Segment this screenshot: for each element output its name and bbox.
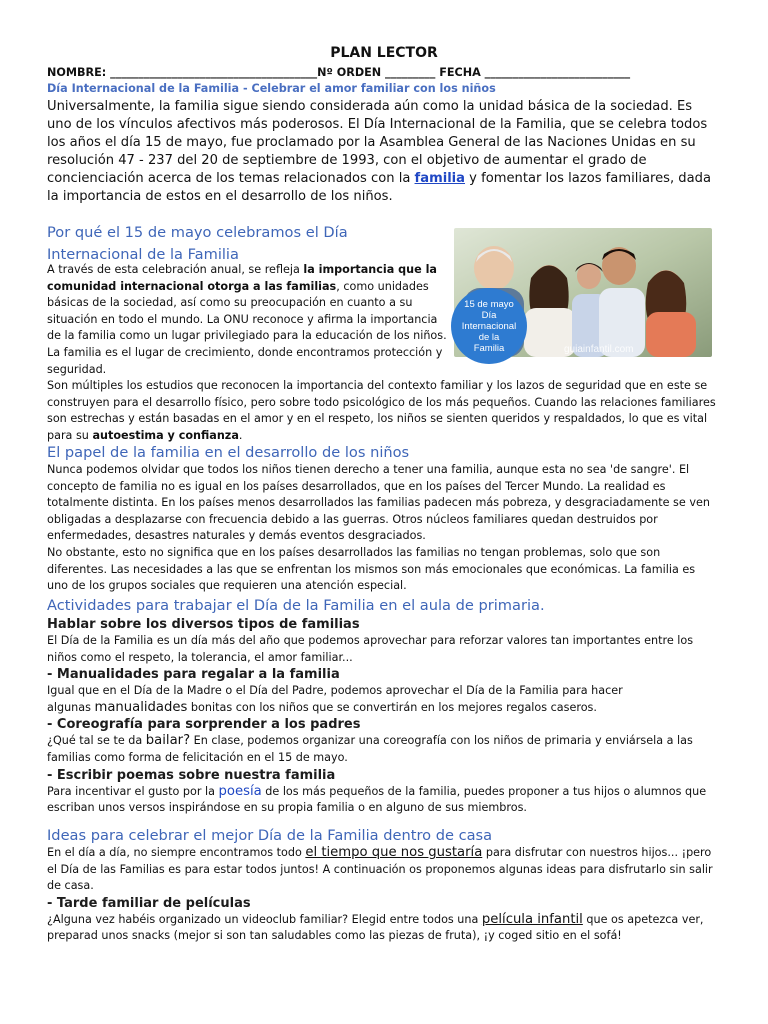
activities-list bbox=[47, 616, 719, 817]
badge-line-3: Internacional bbox=[461, 320, 517, 332]
idea-text-movies bbox=[47, 912, 719, 945]
badge-line-2: Día bbox=[481, 309, 497, 321]
activity-text-family-types: El Día de la Familia es un día más del año que podemos aprovechar para reforzar valores tan importantes entre los niños como el respeto, la tolerancia, el amor familiar... bbox=[47, 634, 694, 664]
section-heading-family-role: El papel de la familia en el desarrollo de los niños bbox=[47, 444, 410, 461]
intro-text-b: y fomentar los lazos familiares, dada la importancia de estos en el desarrollo de los niños. bbox=[47, 171, 711, 205]
intro-text-a: Universalmente, la familia sigue siendo considerada aún como la unidad básica de la sociedad. Es uno de los vínculos afectivos más poderosos. El Día Internacional de la Familia, que se celebra todos los años el día 15 de mayo, fue proclamado por la Asamblea General de las Naciones Unidas en su resolución 47 - 237 del 20 de septiembre de 1993, con el objetivo de aumentar el grado de concienciación acerca de los temas relacionados con la bbox=[47, 99, 708, 187]
ideas-text-b: para disfrutar con nuestros hijos... ¡pero el Día de las Familias es para estar todos juntos! A continuación os proponemos algunas ideas para disfrutarlo sin salir de casa. bbox=[47, 846, 713, 893]
choreo-text-a: ¿Qué tal se te da bbox=[47, 734, 146, 748]
poesia-link[interactable]: poesía bbox=[218, 783, 262, 799]
ideas-text-a: En el día a día, no siempre encontramos todo bbox=[47, 846, 306, 859]
activity-heading-family-types: Hablar sobre los diversos tipos de familias bbox=[47, 617, 360, 632]
date-badge bbox=[451, 288, 527, 364]
crafts-text-a: algunas bbox=[47, 700, 95, 714]
section1-paragraph-2 bbox=[47, 378, 719, 444]
badge-line-1: 15 de mayo bbox=[464, 298, 514, 310]
activity-text-poems bbox=[47, 784, 719, 817]
familia-link[interactable]: familia bbox=[414, 171, 466, 187]
section-heading-activities: Actividades para trabajar el Día de la Familia en el aula de primaria. bbox=[47, 597, 545, 614]
crafts-text-b: bonitas con los niños que se convertirán en los mejores regalos caseros. bbox=[187, 700, 597, 714]
page-title: PLAN LECTOR bbox=[330, 45, 438, 61]
activity-heading-poems: - Escribir poemas sobre nuestra familia bbox=[47, 767, 336, 783]
badge-line-5: Familia bbox=[473, 342, 505, 354]
idea-heading-movies: - Tarde familiar de películas bbox=[47, 895, 251, 911]
student-info-line[interactable]: NOMBRE: _____________________________________Nº ORDEN _________ FECHA __________________________ bbox=[47, 66, 631, 79]
activity-text-crafts-1: Igual que en el Día de la Madre o el Día del Padre, podemos aprovechar el Día de la Familia para hacer bbox=[47, 684, 623, 698]
s1p2-text-b: . bbox=[238, 428, 243, 442]
activity-heading-crafts: - Manualidades para regalar a la familia bbox=[47, 667, 340, 683]
s1p1-text-b: , como unidades básicas de la sociedad, así como su preocupación en cuanto a su situación en todo el mundo. La ONU reconoce y afirma la importancia de la familia como un lugar privilegiado para la educación de los niños. La familia es el lugar de crecimiento, donde encontramos protección y seguridad. bbox=[47, 279, 447, 376]
activity-text-crafts-2 bbox=[47, 700, 719, 717]
s1p2-bold: autoestima y confianza bbox=[92, 428, 239, 442]
section1-paragraph-1 bbox=[47, 262, 447, 378]
poems-text-a: Para incentivar el gusto por la bbox=[47, 784, 219, 798]
movies-text-a: ¿Alguna vez habéis organizado un videoclub familiar? Elegid entre todos una bbox=[47, 912, 482, 926]
activity-heading-choreography: - Coreografía para sorprender a los padres bbox=[47, 717, 361, 733]
document-subtitle: Día Internacional de la Familia - Celebrar el amor familiar con los niños bbox=[47, 82, 496, 95]
s1p2-text-a: Son múltiples los estudios que reconocen la importancia del contexto familiar y los lazos de seguridad que en este se construyen para el desarrollo físico, pero sobre todo psicológico de los más pequeños. Cuando las relaciones familiares son estrechas y están basadas en el amor y en el respeto, los niños se sienten queridos y respaldados, lo que es vital para su bbox=[47, 379, 716, 442]
poems-text-b: de los más pequeños de la familia, puedes proponer a tus hijos o alumnos que escriban unos versos inspirándose en su propia familia o en alguno de sus miembros. bbox=[47, 784, 707, 815]
section2-body bbox=[47, 462, 719, 595]
choreo-text-b: En clase, podemos organizar una coreografía con los niños de primaria y enviársela a las familias como forma de felicitación en el 15 de mayo. bbox=[47, 734, 693, 764]
intro-paragraph bbox=[47, 98, 719, 207]
activity-text-choreography bbox=[47, 733, 719, 766]
home-ideas-text-1 bbox=[47, 845, 719, 895]
photo-watermark: guiainfantil.com bbox=[564, 344, 634, 355]
manualidades-link[interactable]: manualidades bbox=[94, 699, 188, 715]
s1p1-bold: la importancia que la comunidad internacional otorga a las familias bbox=[47, 263, 437, 293]
section2-paragraph-2: No obstante, esto no significa que en los países desarrollados las familias no tengan problemas, solo que son diferentes. Las necesidades a las que se enfrentan los mismos son más emocionales que económicas. La familia es uno de los grupos sociales que requieren una atención especial. bbox=[47, 545, 696, 593]
tiempo-link[interactable]: el tiempo que nos gustaría bbox=[305, 845, 483, 860]
bailar-link[interactable]: bailar? bbox=[145, 733, 191, 749]
home-ideas-section bbox=[47, 826, 719, 945]
s1p1-text-a: A través de esta celebración anual, se refleja bbox=[47, 263, 304, 276]
badge-line-4: de la bbox=[478, 331, 500, 343]
section-heading-why-may-15: Por qué el 15 de mayo celebramos el Día Internacional de la Familia bbox=[47, 224, 348, 263]
pelicula-link[interactable]: película infantil bbox=[481, 911, 583, 927]
section-heading-home-ideas: Ideas para celebrar el mejor Día de la Familia dentro de casa bbox=[47, 827, 493, 844]
section2-paragraph-1: Nunca podemos olvidar que todos los niños tienen derecho a tener una familia, aunque esta no sea 'de sangre'. El concepto de familia no es igual en los países desarrollados, que en los países del Tercer Mundo. La realidad es totalmente distinta. En los países menos desarrollados las familias padecen más pobreza, y desgraciadamente se ven obligadas a desplazarse con frecuencia debido a las guerras. Otros núcleos familiares quedan destruidos por enfermedades, desastres naturales y demás eventos desgraciados. bbox=[47, 463, 710, 543]
movies-text-b: que os apetezca ver, preparad unos snacks (mejor si son tan saludables como las piezas de fruta), ¡y coged sitio en el sofá! bbox=[47, 912, 704, 943]
